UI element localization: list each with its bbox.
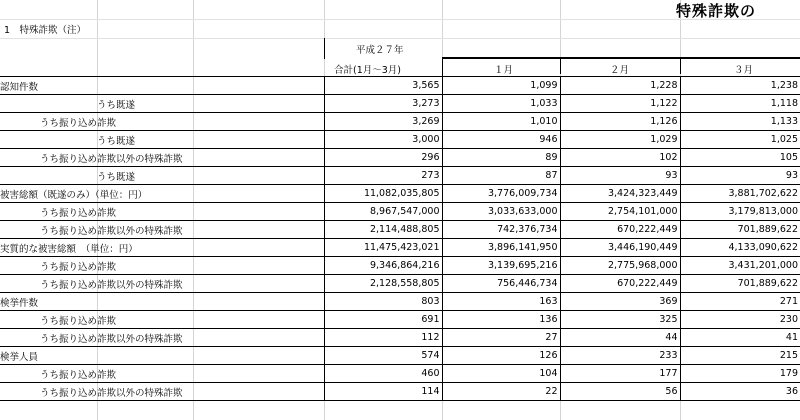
row-label: 検挙人員 — [0, 351, 39, 363]
row-label: うち振り込め詐欺以外の特殊詐欺 — [40, 225, 183, 237]
value-cell: 691 — [324, 311, 442, 329]
value-cell: 2,754,101,000 — [560, 203, 680, 221]
value-cell: 1,133 — [680, 113, 800, 131]
value-cell: 1,099 — [442, 77, 560, 95]
row-label-cell — [0, 257, 324, 275]
value-cell: 574 — [324, 347, 442, 365]
row-label: うち振り込め詐欺 — [40, 117, 117, 129]
value-cell: 1,126 — [560, 113, 680, 131]
value-cell: 1,029 — [560, 131, 680, 149]
fraud-statistics-table — [0, 76, 800, 401]
table-row — [0, 185, 800, 203]
value-cell: 742,376,734 — [442, 221, 560, 239]
header-year: 平成２７年 — [356, 45, 404, 56]
value-cell: 1,118 — [680, 95, 800, 113]
value-cell: 27 — [442, 329, 560, 347]
row-label-cell — [0, 95, 324, 113]
header-month-2: ２月 — [610, 65, 630, 76]
section-title: 1 特殊詐欺（注） — [4, 25, 87, 36]
value-cell: 11,082,035,805 — [324, 185, 442, 203]
value-cell: 105 — [680, 149, 800, 167]
table-row — [0, 167, 800, 185]
row-label-cell — [0, 203, 324, 221]
value-cell: 230 — [680, 311, 800, 329]
value-cell: 93 — [680, 167, 800, 185]
value-cell: 670,222,449 — [560, 221, 680, 239]
table-row — [0, 257, 800, 275]
value-cell: 233 — [560, 347, 680, 365]
row-label: 検挙件数 — [0, 297, 39, 309]
header-total: 合計(1月～3月) — [334, 65, 402, 76]
value-cell: 177 — [560, 365, 680, 383]
value-cell: 670,222,449 — [560, 275, 680, 293]
row-label-cell — [0, 77, 324, 95]
value-cell: 271 — [680, 293, 800, 311]
value-cell: 701,889,622 — [680, 221, 800, 239]
value-cell: 3,139,695,216 — [442, 257, 560, 275]
value-cell: 3,273 — [324, 95, 442, 113]
header-month-3: ３月 — [734, 65, 754, 76]
value-cell: 3,033,633,000 — [442, 203, 560, 221]
value-cell: 1,238 — [680, 77, 800, 95]
value-cell: 296 — [324, 149, 442, 167]
row-label-cell — [0, 383, 324, 401]
row-label-cell — [0, 113, 324, 131]
row-label-cell — [0, 293, 324, 311]
value-cell: 1,122 — [560, 95, 680, 113]
row-label-cell — [0, 167, 324, 185]
row-label: 認知件数 — [0, 81, 39, 93]
value-cell: 701,889,622 — [680, 275, 800, 293]
row-label: うち既遂 — [97, 135, 136, 147]
value-cell: 56 — [560, 383, 680, 401]
table-row — [0, 365, 800, 383]
value-cell: 44 — [560, 329, 680, 347]
value-cell: 102 — [560, 149, 680, 167]
value-cell: 946 — [442, 131, 560, 149]
value-cell: 215 — [680, 347, 800, 365]
row-label-cell — [0, 149, 324, 167]
table-row — [0, 329, 800, 347]
table-row — [0, 383, 800, 401]
table-row — [0, 149, 800, 167]
value-cell: 2,128,558,805 — [324, 275, 442, 293]
table-row — [0, 221, 800, 239]
value-cell: 3,431,201,000 — [680, 257, 800, 275]
value-cell: 136 — [442, 311, 560, 329]
header-month-1: １月 — [494, 65, 514, 76]
value-cell: 11,475,423,021 — [324, 239, 442, 257]
table-row — [0, 113, 800, 131]
value-cell: 8,967,547,000 — [324, 203, 442, 221]
table-row — [0, 131, 800, 149]
value-cell: 460 — [324, 365, 442, 383]
value-cell: 89 — [442, 149, 560, 167]
value-cell: 179 — [680, 365, 800, 383]
value-cell: 3,179,813,000 — [680, 203, 800, 221]
row-label: うち振り込め詐欺 — [40, 369, 117, 381]
table-row — [0, 311, 800, 329]
value-cell: 3,000 — [324, 131, 442, 149]
value-cell: 3,896,141,950 — [442, 239, 560, 257]
value-cell: 325 — [560, 311, 680, 329]
row-label-cell — [0, 275, 324, 293]
table-row — [0, 293, 800, 311]
row-label: うち振り込め詐欺 — [40, 207, 117, 219]
value-cell: 3,565 — [324, 77, 442, 95]
value-cell: 36 — [680, 383, 800, 401]
row-label-cell — [0, 347, 324, 365]
value-cell: 163 — [442, 293, 560, 311]
value-cell: 104 — [442, 365, 560, 383]
sheet-title: 特殊詐欺の — [676, 2, 757, 20]
value-cell: 3,776,009,734 — [442, 185, 560, 203]
row-label: うち既遂 — [97, 171, 136, 183]
header-divider — [560, 58, 561, 74]
row-label: うち振り込め詐欺以外の特殊詐欺 — [40, 387, 183, 399]
value-cell: 112 — [324, 329, 442, 347]
value-cell: 756,446,734 — [442, 275, 560, 293]
value-cell: 2,775,968,000 — [560, 257, 680, 275]
value-cell: 126 — [442, 347, 560, 365]
value-cell: 93 — [560, 167, 680, 185]
row-label: 被害総額（既遂のみ）（単位：円） — [0, 189, 148, 201]
row-label: うち振り込め詐欺 — [40, 315, 117, 327]
row-label-cell — [0, 221, 324, 239]
value-cell: 1,228 — [560, 77, 680, 95]
value-cell: 273 — [324, 167, 442, 185]
row-label-cell — [0, 365, 324, 383]
row-label: うち既遂 — [97, 99, 136, 111]
row-label-cell — [0, 185, 324, 203]
row-label-cell — [0, 311, 324, 329]
value-cell: 41 — [680, 329, 800, 347]
value-cell: 3,881,702,622 — [680, 185, 800, 203]
row-label-cell — [0, 329, 324, 347]
value-cell: 1,025 — [680, 131, 800, 149]
table-row — [0, 275, 800, 293]
header-divider — [680, 58, 681, 74]
value-cell: 803 — [324, 293, 442, 311]
table-row — [0, 239, 800, 257]
value-cell: 9,346,864,216 — [324, 257, 442, 275]
value-cell: 1,033 — [442, 95, 560, 113]
row-label: うち振り込め詐欺 — [40, 261, 117, 273]
value-cell: 3,269 — [324, 113, 442, 131]
value-cell: 3,446,190,449 — [560, 239, 680, 257]
row-label: うち振り込め詐欺以外の特殊詐欺 — [40, 333, 183, 345]
row-label: うち振り込め詐欺以外の特殊詐欺 — [40, 279, 183, 291]
row-label-cell — [0, 131, 324, 149]
row-label: 実質的な被害総額 （単位：円） — [0, 243, 138, 255]
row-label: うち振り込め詐欺以外の特殊詐欺 — [40, 153, 183, 165]
row-label-cell — [0, 239, 324, 257]
value-cell: 87 — [442, 167, 560, 185]
value-cell: 4,133,090,622 — [680, 239, 800, 257]
value-cell: 2,114,488,805 — [324, 221, 442, 239]
table-row — [0, 347, 800, 365]
value-cell: 369 — [560, 293, 680, 311]
table-row — [0, 77, 800, 95]
table-row — [0, 95, 800, 113]
value-cell: 1,010 — [442, 113, 560, 131]
value-cell: 22 — [442, 383, 560, 401]
value-cell: 3,424,323,449 — [560, 185, 680, 203]
value-cell: 114 — [324, 383, 442, 401]
table-row — [0, 203, 800, 221]
